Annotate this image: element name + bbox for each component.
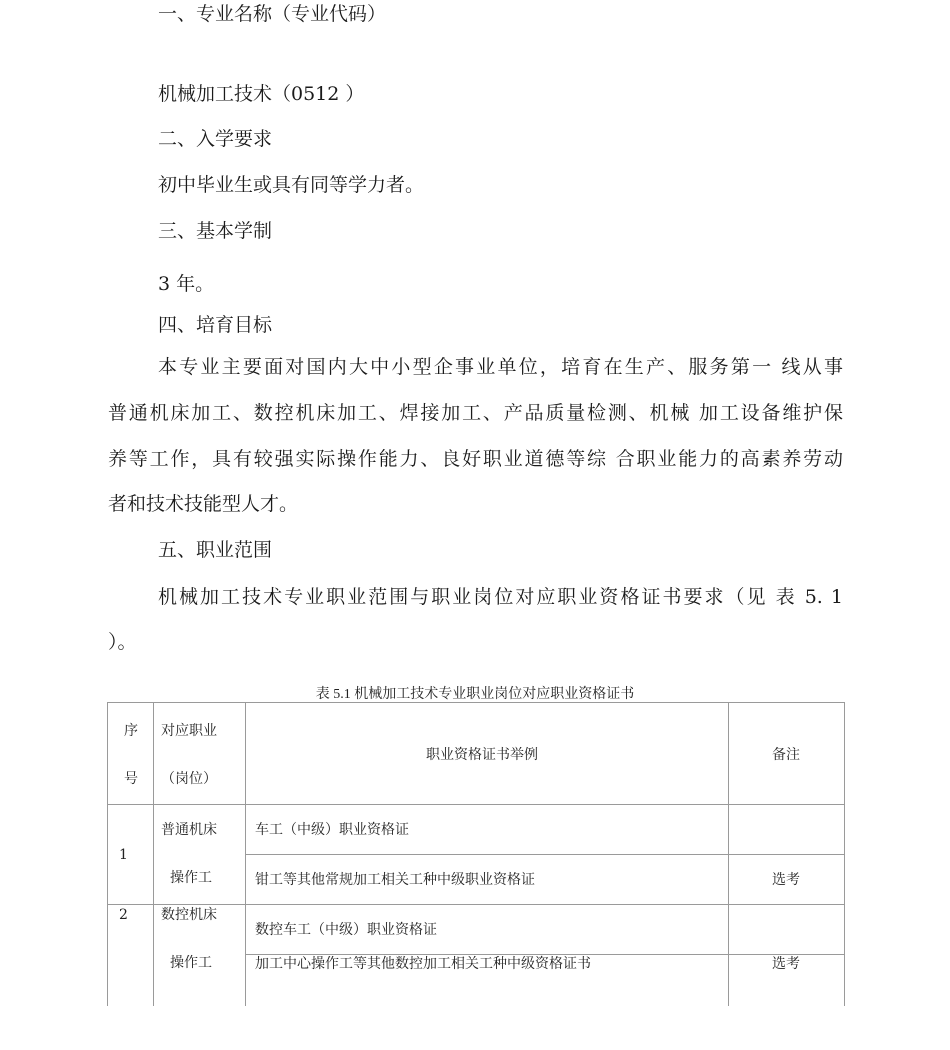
section-heading: 三、基本学制 bbox=[158, 220, 273, 242]
seq-value: 1 bbox=[119, 847, 128, 863]
section-heading: 二、入学要求 bbox=[158, 128, 273, 150]
cert-cell bbox=[246, 805, 729, 855]
seq-cell bbox=[108, 905, 154, 1006]
job-line-2: 操作工 bbox=[170, 870, 212, 886]
header-note: 备注 bbox=[772, 747, 800, 763]
table-caption: 表 5.1 机械加工技术专业职业岗位对应职业资格证书 bbox=[315, 687, 635, 702]
paragraph-line: 养等工作，具有较强实际操作能力、良好职业道德等综 合职业能力的高素养劳动 bbox=[108, 448, 843, 470]
note-cell bbox=[729, 905, 845, 955]
note-value: 选考 bbox=[772, 872, 800, 888]
major-name: 机械加工技术（0512 ） bbox=[158, 83, 365, 105]
section-heading: 四、培育目标 bbox=[158, 314, 273, 336]
header-seq-cell bbox=[108, 703, 154, 805]
table-row bbox=[108, 905, 845, 955]
header-cert: 职业资格证书举例 bbox=[426, 747, 538, 763]
seq-value: 2 bbox=[119, 907, 128, 923]
table-row bbox=[108, 805, 845, 855]
cert-cell bbox=[246, 855, 729, 905]
cert-name: 车工（中级）职业资格证 bbox=[255, 822, 409, 838]
job-line-2: 操作工 bbox=[170, 955, 212, 971]
section-heading: 一、专业名称（专业代码） bbox=[158, 3, 387, 25]
paragraph-line: 机械加工技术专业职业范围与职业岗位对应职业资格证书要求（见 表 5. 1 bbox=[158, 586, 843, 608]
paragraph-line: ）。 bbox=[108, 631, 137, 653]
job-cell bbox=[154, 805, 246, 905]
paragraph-line: 初中毕业生或具有同等学力者。 bbox=[158, 174, 425, 196]
paragraph-line: 3 年。 bbox=[158, 273, 215, 295]
section-heading: 五、职业范围 bbox=[158, 539, 273, 561]
paragraph-line: 者和技术技能型人才。 bbox=[108, 493, 299, 515]
header-job-1: 对应职业 bbox=[161, 723, 217, 739]
paragraph-line: 本专业主要面对国内大中小型企事业单位，培育在生产、服务第一 线从事 bbox=[158, 356, 843, 378]
header-note-cell bbox=[729, 703, 845, 805]
cert-cell bbox=[246, 905, 729, 955]
seq-cell bbox=[108, 805, 154, 905]
cert-name: 钳工等其他常规加工相关工种中级职业资格证 bbox=[255, 872, 535, 888]
table-header-row bbox=[108, 703, 845, 805]
job-cell bbox=[154, 905, 246, 1006]
cert-name: 数控车工（中级）职业资格证 bbox=[255, 922, 437, 938]
cert-cell bbox=[246, 955, 729, 1006]
paragraph-line: 普通机床加工、数控机床加工、焊接加工、产品质量检测、机械 加工设备维护保 bbox=[108, 402, 843, 424]
header-seq-2: 号 bbox=[124, 771, 138, 787]
job-line-1: 普通机床 bbox=[161, 822, 217, 838]
note-value: 选考 bbox=[772, 956, 800, 972]
job-line-1: 数控机床 bbox=[161, 907, 217, 923]
header-job-2: （岗位） bbox=[161, 771, 217, 787]
note-cell bbox=[729, 855, 845, 905]
note-cell bbox=[729, 955, 845, 1006]
certificate-table bbox=[107, 702, 845, 1006]
header-seq-1: 序 bbox=[124, 723, 138, 739]
header-cert-cell bbox=[246, 703, 729, 805]
cert-name: 加工中心操作工等其他数控加工相关工种中级资格证书 bbox=[255, 956, 591, 972]
header-job-cell bbox=[154, 703, 246, 805]
note-cell bbox=[729, 805, 845, 855]
